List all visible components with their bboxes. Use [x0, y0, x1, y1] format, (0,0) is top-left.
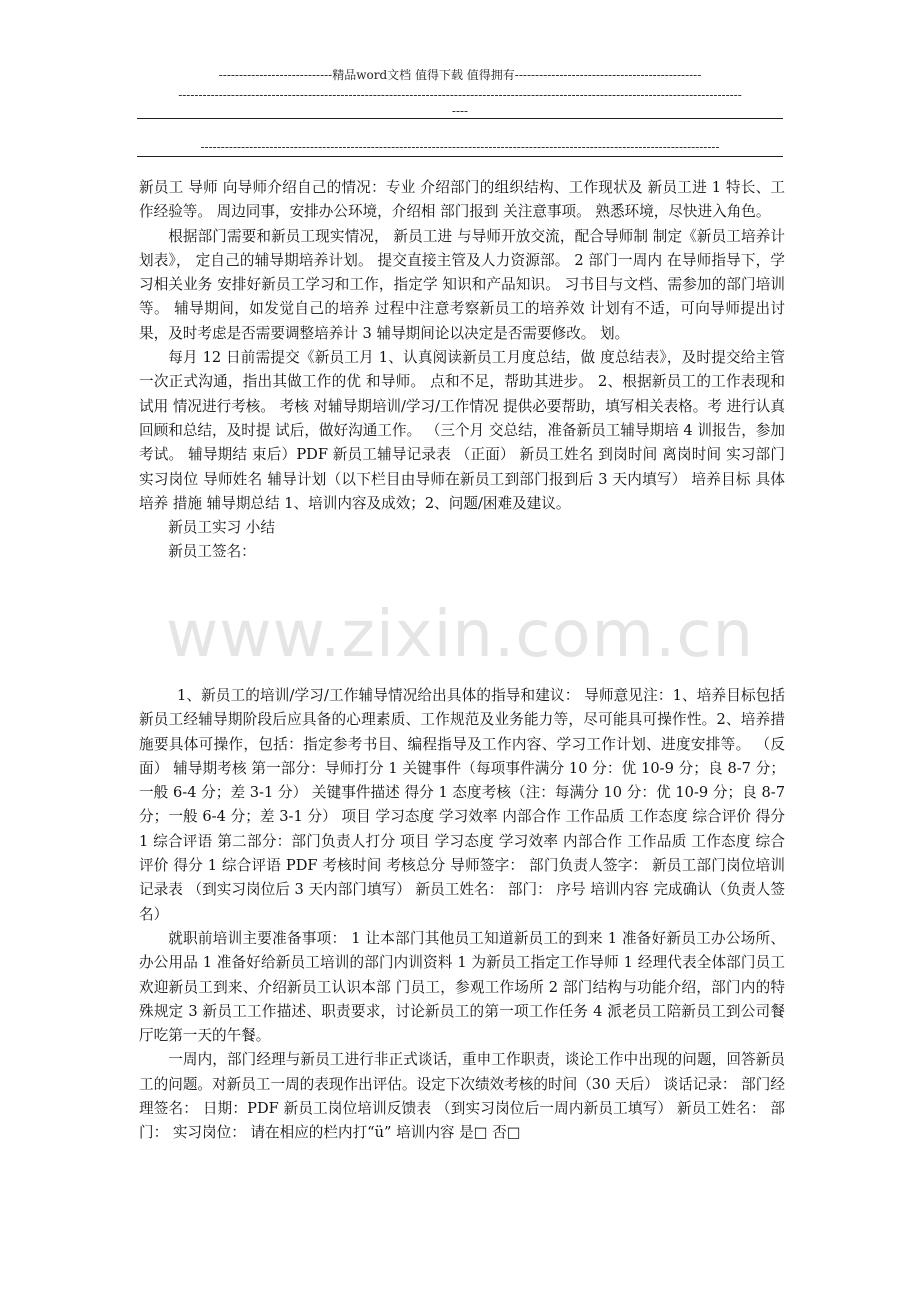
- header-line-2: -------------------------------------------------------------------------------------------------------------------------------------------: [178, 88, 742, 102]
- paragraph-5: 新员工签名：: [168, 543, 256, 561]
- document-body-2: [139, 684, 785, 1146]
- header-rule-top: [137, 118, 783, 119]
- header-rule-bottom: [137, 156, 783, 157]
- paragraph-3: 每月 12 日前需提交《新员工月 1、认真阅读新员工月度总结，做 度总结表》，及时提交给主管 一次正式沟通，指出其做工作的优 和导师。 点和不足，帮助其进步。 2、根据新员工的工作表现和试用 情况进行考核。 考核 对辅导期培训/学习/工作情况 提供必要帮助，填写相关表格。考 进行认真回顾和总结，及时提 试后，做好沟通工作。 （三个月 交总结，准备新员工辅导期培 4 训报告，参加考试。 辅导期结 束后）PDF 新员工辅导记录表 （正面） 新员工姓名 到岗时间 离岗时间 实习部门 实习岗位 导师姓名 辅导计划（以下栏目由导师在新员工到部门报到后 3 天内填写） 培养目标 具体培养 措施 辅导期总结 1、培训内容及成效；2、问题/困难及建议。: [139, 349, 785, 512]
- paragraph-7: 就职前培训主要准备事项： 1 让本部门其他员工知道新员工的到来 1 准备好新员工办公场所、办公用品 1 准备好给新员工培训的部门内训资料 1 为新员工指定工作导师 1 经理代表全体部门员工欢迎新员工到来、介绍新员工认识本部 门员工，参观工作场所 2 部门结构与功能介绍，部门内的特殊规定 3 新员工工作描述、职责要求，讨论新员工的第一项工作任务 4 派老员工陪新员工到公司餐厅吃第一天的午餐。: [139, 929, 785, 1045]
- header-line-1: ----------------------------精品word文档 值得下载 值得拥有----------------------------------------------: [218, 68, 702, 82]
- watermark: www.zixin.com.cn: [165, 598, 755, 672]
- document-body: [139, 176, 785, 565]
- header-line-3: ----: [451, 104, 469, 118]
- paragraph-4: 新员工实习 小结: [168, 519, 275, 537]
- paragraph-6: 1、新员工的培训/学习/工作辅导情况给出具体的指导和建议： 导师意见注：1、培养目标包括新员工经辅导期阶段后应具备的心理素质、工作规范及业务能力等，尽可能具可操作性。2、培养措施要具体可操作，包括：指定参考书目、编程指导及工作内容、学习工作计划、进度安排等。 （反面） 辅导期考核 第一部分：导师打分 1 关键事件（每项事件满分 10 分：优 10-9 分；良 8-7 分；一般 6-4 分；差 3-1 分） 关键事件描述 得分 1 态度考核（注：每满分 10 分：优 10-9 分；良 8-7 分；一般 6-4 分；差 3-1 分） 项目 学习态度 学习效率 内部合作 工作品质 工作态度 综合评价 得分 1 综合评语 第二部分：部门负责人打分 项目 学习态度 学习效率 内部合作 工作品质 工作态度 综合评价 得分 1 综合评语 PDF 考核时间 考核总分 导师签字： 部门负责人签字： 新员工部门岗位培训记录表 （到实习岗位后 3 天内部门填写） 新员工姓名： 部门： 序号 培训内容 完成确认（负责人签名）: [139, 687, 785, 923]
- header-line-4: --------------------------------------------------------------------------------------------------------------------------------: [200, 140, 720, 154]
- paragraph-2: 根据部门需要和新员工现实情况， 新员工进 与导师开放交流，配合导师制 制定《新员工培养计划表》， 定自己的辅导期培养计划。 提交直接主管及人力资源部。 2 部门一周内 在导师指导下，学习相关业务 安排好新员工学习和工作，指定学 知识和产品知识。 习书目与文档、需参加的部门培训 等。 辅导期间，如发觉自己的培养 过程中注意考察新员工的培养效 计划有不适，可向导师提出讨 果，及时考虑是否需要调整培养计 3 辅导期间论以决定是否需要修改。 划。: [139, 227, 785, 342]
- paragraph-8: 一周内，部门经理与新员工进行非正式谈话，重申工作职责，谈论工作中出现的问题，回答新员工的问题。对新员工一周的表现作出评估。设定下次绩效考核的时间（30 天后） 谈话记录： 部门经理签名： 日期：PDF 新员工岗位培训反馈表 （到实习岗位后一周内新员工填写） 新员工姓名： 部门： 实习岗位： 请在相应的栏内打“ü” 培训内容 是□ 否□: [139, 1051, 785, 1142]
- paragraph-1: 新员工 导师 向导师介绍自己的情况：专业 介绍部门的组织结构、工作现状及 新员工进 1 特长、工作经验等。 周边同事，安排办公环境，介绍相 部门报到 关注意事项。 熟悉环境，尽快进入角色。: [139, 179, 785, 221]
